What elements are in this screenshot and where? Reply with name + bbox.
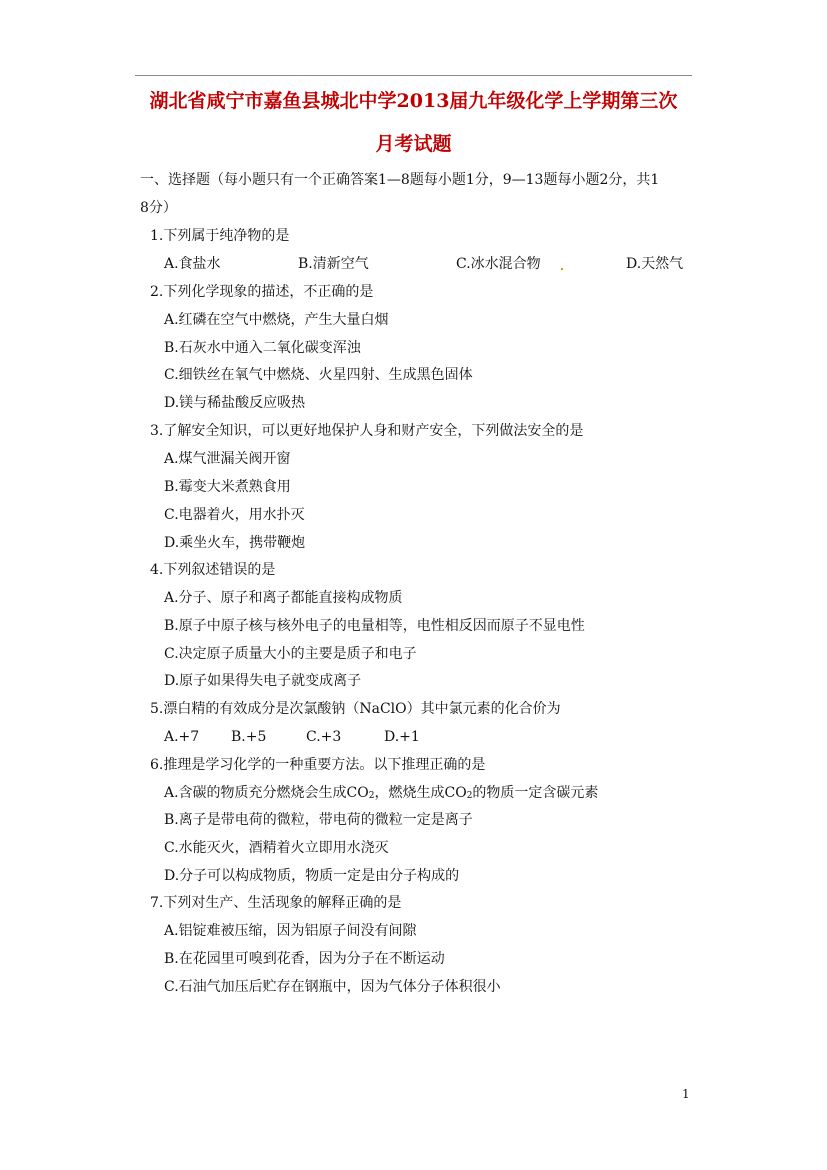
question-3-stem: 3.了解安全知识，可以更好地保护人身和财产安全，下列做法安全的是 [150,423,584,439]
question-7-option-b: B.在花园里可嗅到花香，因为分子在不断运动 [164,951,445,967]
question-2-stem: 2.下列化学现象的描述，不正确的是 [150,284,374,300]
question-6-option-a [164,784,598,805]
question-2-option-c: C.细铁丝在氧气中燃烧、火星四射、生成黑色固体 [164,367,473,383]
subscript-2: 2 [368,791,375,801]
question-4-option-b: B.原子中原子核与核外电子的电量相等，电性相反因而原子不显电性 [164,618,585,634]
question-1-stem: 1.下列属于纯净物的是 [150,228,290,244]
subscript-2: 2 [466,791,473,801]
question-5-option-a: A.+7 [164,729,200,745]
question-4-option-d: D.原子如果得失电子就变成离子 [164,673,362,689]
question-5-option-c: C.+3 [306,729,342,745]
question-7-option-a: A.铝锭难被压缩，因为铝原子间没有间隙 [164,923,417,939]
question-1-option-b: B.清新空气 [298,256,369,272]
question-7-stem: 7.下列对生产、生活现象的解释正确的是 [150,895,402,911]
question-6-option-c: C.水能灭火，酒精着火立即用水浇灭 [164,840,389,856]
stray-mark [561,268,563,270]
question-2-option-b: B.石灰水中通入二氧化碳变浑浊 [164,340,361,356]
page-number: 1 [682,1087,690,1101]
question-5-option-b: B.+5 [231,729,267,745]
question-6-option-a-text-2: ，燃烧生成CO [374,785,467,801]
question-1-option-c: C.冰水混合物 [456,256,541,272]
question-4-option-a: A.分子、原子和离子都能直接构成物质 [164,590,403,606]
question-5-stem: 5.漂白精的有效成分是次氯酸钠（NaClO）其中氯元素的化合价为 [150,701,561,717]
header-rule [135,75,692,76]
question-6-option-b: B.离子是带电荷的微粒，带电荷的微粒一定是离子 [164,812,473,828]
question-4-option-c: C.决定原子质量大小的主要是质子和电子 [164,646,417,662]
question-4-stem: 4.下列叙述错误的是 [150,562,276,578]
question-1-option-a: A.食盐水 [164,256,221,272]
question-3-option-d: D.乘坐火车，携带鞭炮 [164,535,306,551]
question-2-option-d: D.镁与稀盐酸反应吸热 [164,395,306,411]
question-6-option-d: D.分子可以构成物质，物质一定是由分子构成的 [164,868,460,884]
question-2-option-a: A.红磷在空气中燃烧，产生大量白烟 [164,312,389,328]
question-3-option-b: B.霉变大米煮熟食用 [164,479,291,495]
question-3-option-a: A.煤气泄漏关阀开窗 [164,451,291,467]
section-heading-line-1: 一、选择题（每小题只有一个正确答案1—8题每小题1分，9—13题每小题2分，共1 [140,172,660,188]
question-1-option-d: D.天然气 [626,256,684,272]
question-6-stem: 6.推理是学习化学的一种重要方法。以下推理正确的是 [150,757,486,773]
question-3-option-c: C.电器着火，用水扑灭 [164,507,305,523]
section-heading-line-2: 8分） [140,200,177,216]
question-7-option-c: C.石油气加压后贮存在钢瓶中，因为气体分子体积很小 [164,979,501,995]
question-6-option-a-text-3: 的物质一定含碳元素 [472,785,599,801]
document-title-line-2: 月考试题 [375,133,452,155]
question-6-option-a-text-1: A.含碳的物质充分燃烧会生成CO [164,785,369,801]
question-5-option-d: D.+1 [384,729,420,745]
document-title-line-1: 湖北省咸宁市嘉鱼县城北中学2013届九年级化学上学期第三次 [149,90,678,112]
